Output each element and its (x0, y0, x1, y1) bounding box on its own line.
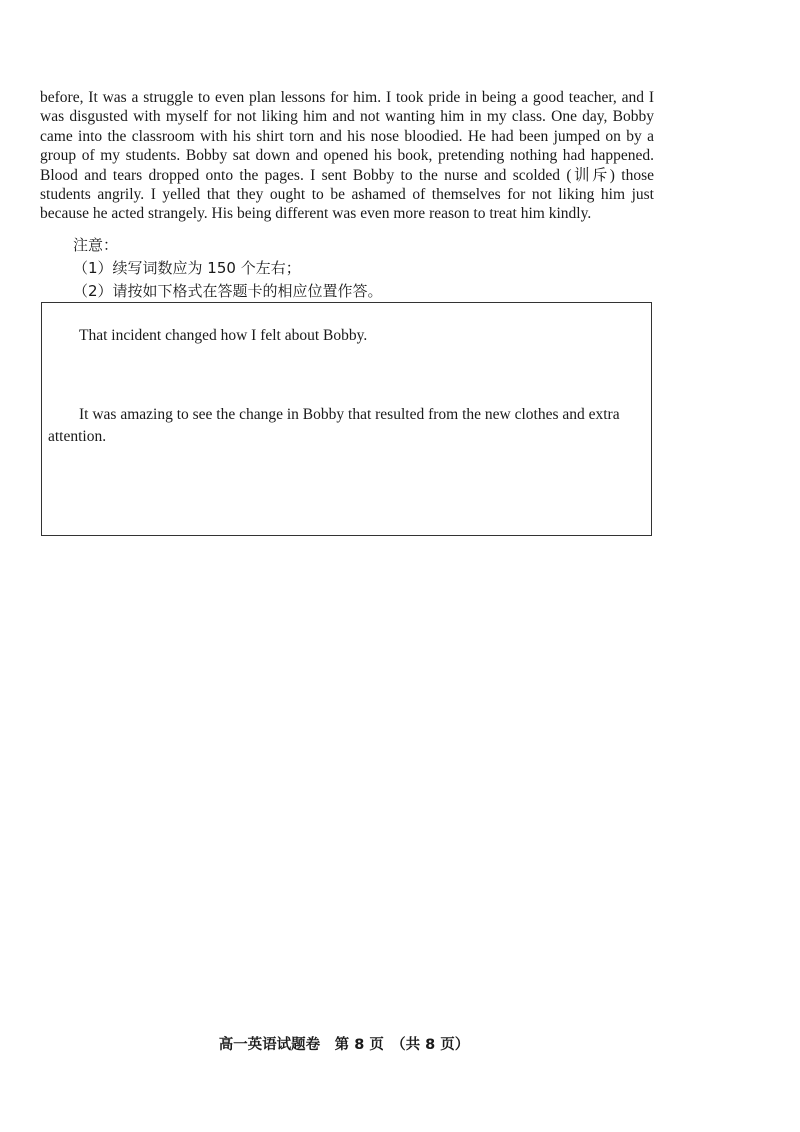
page-footer: 高一英语试题卷 第 8 页 （共 8 页） (218, 1037, 470, 1053)
note-item-word-count: （1）续写词数应为 150 个左右； (73, 259, 301, 277)
note-item-answer-format: （2）请按如下格式在答题卡的相应位置作答。 (73, 282, 383, 300)
notes-section (73, 234, 383, 303)
passage-text: before, It was a struggle to even plan lessons for him. I took pride in being a good teacher, and I was disgusted with myself for not liking him and not wanting him in my class. One day, Bobby came into the classroom with his shirt torn and his nose bloodied. He had been jumped on by a group of my students. Bobby sat down and opened his book, pretending nothing had happened. Blood and tears dropped onto the pages. I sent Bobby to the nurse and scolded (训斥) those students angrily. I yelled that they ought to be ashamed of themselves for not liking him just because he acted strangely. His being different was even more reason to treat him kindly. (40, 89, 654, 223)
paragraph-2-opening: It was amazing to see the change in Bobby that resulted from the new clothes and extra attention. (48, 406, 620, 445)
answer-box (41, 302, 652, 536)
notes-heading: 注意： (73, 236, 119, 254)
paragraph-1-opening: That incident changed how I felt about Bobby. (79, 327, 368, 344)
